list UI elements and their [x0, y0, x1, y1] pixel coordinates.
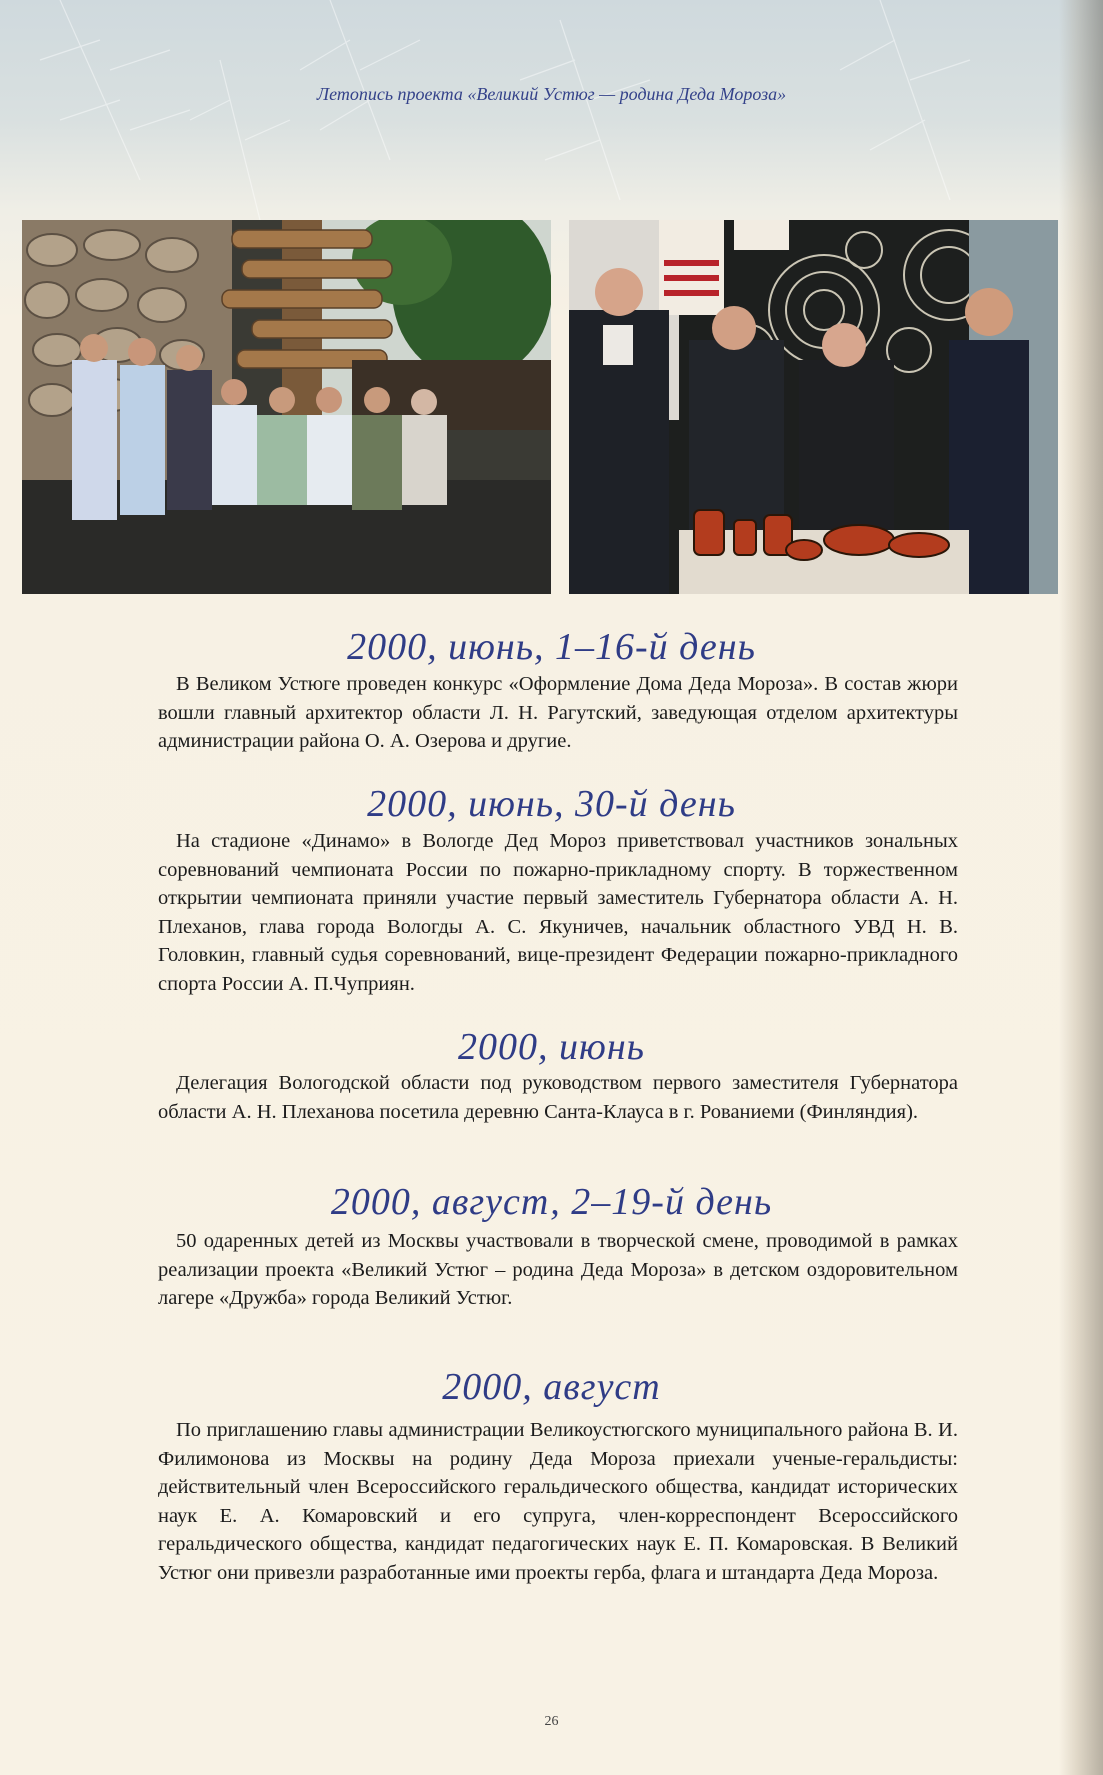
- entry-text-3: Делегация Вологодской области под руководством первого заместителя Губернатора области А. Н. Плеханова посетила деревню Санта-Клауса в г. Рованиеми (Финляндия).: [158, 1072, 958, 1123]
- group-photo: [22, 220, 551, 594]
- entry-heading-1: 2000, июнь, 1–16-й день: [347, 626, 756, 668]
- running-title: Летопись проекта «Великий Устюг — родина Деда Мороза»: [316, 84, 787, 104]
- frost-ornament: [0, 0, 1103, 220]
- entry-text-2: На стадионе «Динамо» в Вологде Дед Мороз приветствовал участников зональных соревнований чемпионата России по пожарно-прикладному спорту. В торжественном открытии чемпионата приняли участие первый заместитель Губернатора области А. Н. Плеханов, глава города Вологды А. С. Якуничев, начальник областного УВД Н. В. Головкин, главный судья соревнований, вице-президент Федерации пожарно-прикладного спорта России А. П.Чуприян.: [158, 830, 958, 995]
- exhibition-photo: [569, 220, 1058, 594]
- page-number: 26: [544, 1714, 559, 1729]
- entry-heading-2: 2000, июнь, 30-й день: [367, 783, 736, 825]
- entry-text-1: В Великом Устюге проведен конкурс «Оформление Дома Деда Мороза». В состав жюри вошли главный архитектор области Л. Н. Рагутский, заведующая отделом архитектуры администрации района О. А. Озерова и другие.: [158, 673, 958, 752]
- entry-text-4: 50 одаренных детей из Москвы участвовали в творческой смене, проводимой в рамках реализации проекта «Великий Устюг – родина Деда Мороза» в детском оздоровительном лагере «Дружба» города Великий Устюг.: [158, 1230, 958, 1309]
- book-spine-shadow: [1059, 0, 1103, 1775]
- entry-heading-4: 2000, август, 2–19-й день: [330, 1181, 773, 1223]
- entry-heading-5: 2000, август: [442, 1366, 661, 1408]
- entry-heading-3: 2000, июнь: [458, 1026, 645, 1068]
- entry-text-5: По приглашению главы администрации Великоустюгского муниципального района В. И. Филимонова из Москвы на родину Деда Мороза приехали ученые-геральдисты: действительный член Всероссийского геральдического общества, кандидат исторических наук Е. А. Комаровский и его супруга, член-корреспондент Всероссийского геральдического общества, кандидат педагогических наук Е. П. Комаровская. В Великий Устюг они привезли разработанные ими проекты герба, флага и штандарта Деда Мороза.: [158, 1419, 958, 1584]
